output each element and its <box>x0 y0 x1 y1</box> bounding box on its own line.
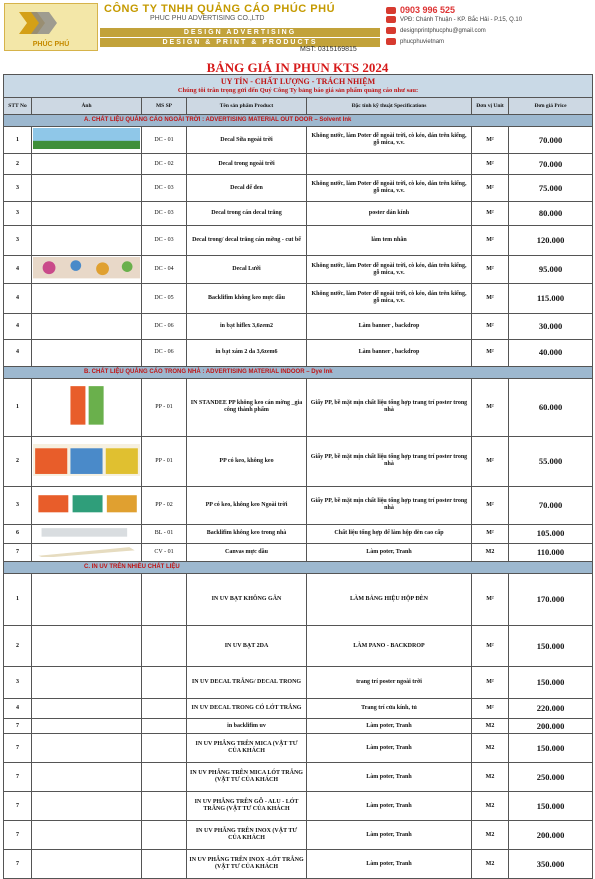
row-name: Backlifim không keo trong nhà <box>187 524 307 543</box>
row-price: 55.000 <box>509 436 593 486</box>
table-row <box>4 378 593 436</box>
row-name: Decal trong cán decal trắng <box>187 202 307 226</box>
row-spec: Làm banner , backdrop <box>307 313 472 339</box>
table-row <box>4 667 593 699</box>
row-code: DC - 01 <box>142 127 187 154</box>
email-contact <box>386 27 486 34</box>
row-spec: trang trí poster ngoài trời <box>307 667 472 699</box>
row-unit: M² <box>472 313 509 339</box>
row-image <box>32 127 142 154</box>
row-name: in backlifim uv <box>187 719 307 734</box>
table-row <box>4 436 593 486</box>
row-stt: 4 <box>4 339 32 366</box>
row-code: DC - 06 <box>142 339 187 366</box>
row-price: 70.000 <box>509 154 593 175</box>
page-title: BẢNG GIÁ IN PHUN KTS 2024 <box>206 60 389 75</box>
row-image <box>32 202 142 226</box>
header-image: Ảnh <box>32 98 142 115</box>
print-banner: DESIGN & PRINT & PRODUCTS <box>100 38 380 47</box>
row-spec: Giấy PP, bề mặt mịn chất liệu tổng hợp trang trí poster trong nhà <box>307 378 472 436</box>
row-code: DC - 04 <box>142 256 187 283</box>
table-row <box>4 792 593 821</box>
row-name: PP có keo, không keo <box>187 436 307 486</box>
row-name: PP có keo, không keo Ngoài trời <box>187 486 307 524</box>
row-image <box>32 175 142 202</box>
row-code: DC - 06 <box>142 313 187 339</box>
row-image <box>32 339 142 366</box>
row-spec: Làm poter, Tranh <box>307 850 472 879</box>
row-spec <box>307 154 472 175</box>
table-row <box>4 821 593 850</box>
row-spec: poster dán kính <box>307 202 472 226</box>
company-logo <box>4 3 98 51</box>
tax-code: MST: 0315169815 <box>300 46 357 53</box>
row-spec: Không nước, làm Poter dễ ngoài trời, cò kéo, dán trên kiếng, gỗ mica, v.v. <box>307 175 472 202</box>
row-image <box>32 626 142 667</box>
row-unit: M2 <box>472 719 509 734</box>
table-header-row <box>4 98 593 115</box>
row-code <box>142 667 187 699</box>
row-unit: M² <box>472 378 509 436</box>
row-price: 150.000 <box>509 792 593 821</box>
row-price: 350.000 <box>509 850 593 879</box>
row-stt: 7 <box>4 763 32 792</box>
row-image <box>32 543 142 562</box>
row-image <box>32 574 142 626</box>
row-code: DC - 05 <box>142 283 187 313</box>
row-spec: LÀM PANO - BACKDROP <box>307 626 472 667</box>
row-code: PP - 02 <box>142 486 187 524</box>
header-stt: STT No <box>4 98 32 115</box>
row-name: Decal Lưới <box>187 256 307 283</box>
row-price: 75.000 <box>509 175 593 202</box>
row-price: 220.000 <box>509 699 593 719</box>
table-row <box>4 626 593 667</box>
row-price: 60.000 <box>509 378 593 436</box>
row-price: 110.000 <box>509 543 593 562</box>
table-row <box>4 699 593 719</box>
row-unit: M² <box>472 667 509 699</box>
row-price: 80.000 <box>509 202 593 226</box>
table-row <box>4 202 593 226</box>
row-unit: M² <box>472 436 509 486</box>
email-icon <box>386 27 396 34</box>
row-name: IN UV BẠT KHÔNG GÂN <box>187 574 307 626</box>
row-price: 70.000 <box>509 486 593 524</box>
row-stt: 7 <box>4 850 32 879</box>
row-name: in bạt hiflex 3,6zem2 <box>187 313 307 339</box>
row-unit: M² <box>472 226 509 256</box>
product-image <box>33 526 140 539</box>
row-name: Decal Sữa ngoài trời <box>187 127 307 154</box>
row-name: IN UV PHẲNG TRÊN MICA (VẬT TƯ CỦA KHÁCH <box>187 734 307 763</box>
table-row <box>4 734 593 763</box>
table-row <box>4 175 593 202</box>
table-row <box>4 850 593 879</box>
table-row <box>4 574 593 626</box>
row-price: 120.000 <box>509 226 593 256</box>
row-unit: M² <box>472 486 509 524</box>
row-unit: M² <box>472 256 509 283</box>
header-code: MS SP <box>142 98 187 115</box>
section-c-header-label: C. IN UV TRÊN NHIỀU CHẤT LIỆU <box>4 562 593 574</box>
row-image <box>32 821 142 850</box>
product-image <box>33 444 140 476</box>
row-stt: 2 <box>4 626 32 667</box>
header-spec: Đặc tính kỹ thuật Specifications <box>307 98 472 115</box>
row-unit: M2 <box>472 792 509 821</box>
row-code: CV - 01 <box>142 543 187 562</box>
row-price: 200.000 <box>509 719 593 734</box>
row-name: IN UV PHẲNG TRÊN INOX (VẬT TƯ CỦA KHÁCH <box>187 821 307 850</box>
row-stt: 6 <box>4 524 32 543</box>
row-unit: M2 <box>472 821 509 850</box>
web-text: phucphuvietnam <box>400 39 445 46</box>
row-name: IN UV PHẲNG TRÊN MICA LÓT TRẮNG (VẬT TƯ CỦA KHÁCH <box>187 763 307 792</box>
row-price: 30.000 <box>509 313 593 339</box>
row-name: Canvas mực dầu <box>187 543 307 562</box>
row-spec: Giấy PP, bề mặt mịn chất liệu tổng hợp trang trí poster trong nhà <box>307 436 472 486</box>
web-icon <box>386 38 396 45</box>
table-row <box>4 719 593 734</box>
row-image <box>32 378 142 436</box>
row-code: DC - 03 <box>142 175 187 202</box>
row-stt: 3 <box>4 175 32 202</box>
row-image <box>32 154 142 175</box>
product-image <box>33 492 140 516</box>
row-code <box>142 699 187 719</box>
product-image <box>33 545 140 558</box>
table-row <box>4 524 593 543</box>
row-stt: 3 <box>4 667 32 699</box>
row-spec: Làm poter, Tranh <box>307 719 472 734</box>
slogan-cell <box>4 75 593 98</box>
header-price: Đơn giá Price <box>509 98 593 115</box>
row-price: 40.000 <box>509 339 593 366</box>
row-code <box>142 850 187 879</box>
row-stt: 4 <box>4 313 32 339</box>
row-stt: 3 <box>4 202 32 226</box>
row-image <box>32 486 142 524</box>
section-c-header <box>4 562 593 574</box>
row-stt: 4 <box>4 283 32 313</box>
location-icon <box>386 16 396 23</box>
header-unit: Đơn vị Unit <box>472 98 509 115</box>
row-image <box>32 667 142 699</box>
row-spec: Không nước, làm Poter dễ ngoài trời, cò kéo, dán trên kiếng, gỗ mica, v.v. <box>307 127 472 154</box>
row-unit: M² <box>472 127 509 154</box>
row-image <box>32 699 142 719</box>
row-price: 200.000 <box>509 821 593 850</box>
row-unit: M² <box>472 154 509 175</box>
row-price: 70.000 <box>509 127 593 154</box>
row-spec: Làm banner , backdrop <box>307 339 472 366</box>
row-price: 95.000 <box>509 256 593 283</box>
row-spec: Không nước, làm Poter dễ ngoài trời, cò kéo, dán trên kiếng, gỗ mica, v.v. <box>307 256 472 283</box>
product-image <box>33 128 140 149</box>
company-name-en: PHUC PHU ADVERTISING CO.,LTD <box>150 15 265 22</box>
header-name: Tên sản phẩm Product <box>187 98 307 115</box>
row-name: Decal trong/ decal trắng cán mờng - cut bế <box>187 226 307 256</box>
row-name: IN STANDEE PP không keo cán mờng _gia công thành phẩm <box>187 378 307 436</box>
email-text: designprintphucphu@gmail.com <box>400 28 486 35</box>
row-stt: 7 <box>4 543 32 562</box>
row-name: IN UV PHẲNG TRÊN INOX -LÓT TRẮNG (VẬT TƯ CỦA KHÁCH <box>187 850 307 879</box>
row-image <box>32 283 142 313</box>
row-code <box>142 763 187 792</box>
row-code: DC - 03 <box>142 226 187 256</box>
row-name: IN UV BẠT 2DA <box>187 626 307 667</box>
row-image <box>32 524 142 543</box>
logo-mark-icon <box>17 10 57 36</box>
table-row <box>4 256 593 283</box>
product-image <box>33 384 140 427</box>
slogan-line2: Chúng tôi trân trọng gửi đến Quý Công Ty bảng báo giá sản phẩm quảng cáo như sau: <box>177 87 419 94</box>
row-image <box>32 256 142 283</box>
table-row <box>4 154 593 175</box>
row-name: IN UV DECAL TRONG CÓ LÓT TRẮNG <box>187 699 307 719</box>
row-image <box>32 850 142 879</box>
row-stt: 4 <box>4 699 32 719</box>
page-header <box>0 0 595 58</box>
row-spec: Giấy PP, bề mặt mịn chất liệu tổng hợp trang trí poster trong nhà <box>307 486 472 524</box>
row-name: IN UV PHẲNG TRÊN GỖ - ALU - LÓT TRẮNG (VẬT TƯ CỦA KHÁCH <box>187 792 307 821</box>
row-stt: 3 <box>4 226 32 256</box>
row-image <box>32 792 142 821</box>
row-image <box>32 436 142 486</box>
product-image <box>33 257 140 278</box>
slogan-line1: UY TÍN - CHẤT LƯỢNG - TRÁCH NHIỆM <box>220 77 376 86</box>
table-row <box>4 226 593 256</box>
row-stt: 1 <box>4 574 32 626</box>
row-spec: LÀM BẢNG HIỆU HỘP ĐÈN <box>307 574 472 626</box>
row-spec: Làm poter, Tranh <box>307 543 472 562</box>
row-stt: 2 <box>4 154 32 175</box>
row-code <box>142 574 187 626</box>
row-stt: 2 <box>4 436 32 486</box>
row-image <box>32 719 142 734</box>
row-stt: 7 <box>4 734 32 763</box>
section-b-header <box>4 366 593 378</box>
row-unit: M² <box>472 626 509 667</box>
row-unit: M² <box>472 699 509 719</box>
price-table <box>3 74 593 879</box>
design-banner: DESIGN ADVERTISING <box>100 28 380 37</box>
row-spec: Làm poter, Tranh <box>307 821 472 850</box>
row-image <box>32 313 142 339</box>
row-unit: M² <box>472 202 509 226</box>
section-a-header <box>4 115 593 127</box>
row-code <box>142 821 187 850</box>
row-unit: M2 <box>472 543 509 562</box>
table-row <box>4 763 593 792</box>
row-unit: M2 <box>472 734 509 763</box>
row-stt: 4 <box>4 256 32 283</box>
row-unit: M² <box>472 524 509 543</box>
row-price: 250.000 <box>509 763 593 792</box>
table-row <box>4 283 593 313</box>
slogan-row <box>4 75 593 98</box>
row-unit: M² <box>472 283 509 313</box>
row-name: Backlifim không keo mực dầu <box>187 283 307 313</box>
web-contact <box>386 38 444 45</box>
row-code <box>142 734 187 763</box>
table-row <box>4 313 593 339</box>
row-name: IN UV DECAL TRẮNG/ DECAL TRONG <box>187 667 307 699</box>
row-image <box>32 226 142 256</box>
row-stt: 3 <box>4 486 32 524</box>
row-spec: Trang trí cửa kính, tủ <box>307 699 472 719</box>
row-price: 115.000 <box>509 283 593 313</box>
row-stt: 7 <box>4 719 32 734</box>
row-name: in bạt xám 2 da 3,6zem6 <box>187 339 307 366</box>
row-code <box>142 792 187 821</box>
row-price: 170.000 <box>509 574 593 626</box>
row-code: BL - 01 <box>142 524 187 543</box>
address-text: VPĐ: Chánh Thuận - KP. Bắc Hải - P.15, Q.10 <box>400 17 523 24</box>
row-spec: Làm poter, Tranh <box>307 734 472 763</box>
row-code: DC - 03 <box>142 202 187 226</box>
phone-icon <box>386 7 396 14</box>
row-unit: M2 <box>472 850 509 879</box>
address-contact <box>386 16 522 23</box>
row-unit: M² <box>472 574 509 626</box>
row-price: 150.000 <box>509 734 593 763</box>
row-unit: M² <box>472 339 509 366</box>
row-name: Decal trong ngoài trời <box>187 154 307 175</box>
section-a-header-label: A. CHẤT LIỆU QUẢNG CÁO NGOÀI TRỜI : ADVERTISING MATERIAL OUT DOOR – Solvent Ink <box>4 115 593 127</box>
logo-name: PHÚC PHÚ <box>32 41 70 48</box>
row-stt: 7 <box>4 792 32 821</box>
table-row <box>4 486 593 524</box>
row-image <box>32 734 142 763</box>
row-code <box>142 626 187 667</box>
row-price: 150.000 <box>509 626 593 667</box>
company-name: CÔNG TY TNHH QUẢNG CÁO PHÚC PHÚ <box>104 3 336 15</box>
row-spec: Chất liệu tổng hợp để làm hộp đèn cao cấp <box>307 524 472 543</box>
row-code <box>142 719 187 734</box>
row-unit: M² <box>472 175 509 202</box>
table-row <box>4 339 593 366</box>
row-spec: làm tem nhãn <box>307 226 472 256</box>
row-code: PP - 01 <box>142 378 187 436</box>
table-row <box>4 543 593 562</box>
row-name: Decal đế đen <box>187 175 307 202</box>
row-code: PP - 01 <box>142 436 187 486</box>
row-spec: Làm poter, Tranh <box>307 763 472 792</box>
phone-number: 0903 996 525 <box>400 5 456 15</box>
row-stt: 7 <box>4 821 32 850</box>
table-row <box>4 127 593 154</box>
row-price: 150.000 <box>509 667 593 699</box>
row-stt: 1 <box>4 378 32 436</box>
row-spec: Không nước, làm Poter dễ ngoài trời, cò kéo, dán trên kiếng, gỗ mica, v.v. <box>307 283 472 313</box>
row-price: 105.000 <box>509 524 593 543</box>
row-image <box>32 763 142 792</box>
row-code: DC - 02 <box>142 154 187 175</box>
row-spec: Làm poter, Tranh <box>307 792 472 821</box>
row-stt: 1 <box>4 127 32 154</box>
phone-contact <box>386 5 455 15</box>
row-unit: M2 <box>472 763 509 792</box>
section-b-header-label: B. CHẤT LIỆU QUẢNG CÁO TRONG NHÀ : ADVERTISING MATERIAL INDOOR – Dye Ink <box>4 366 593 378</box>
